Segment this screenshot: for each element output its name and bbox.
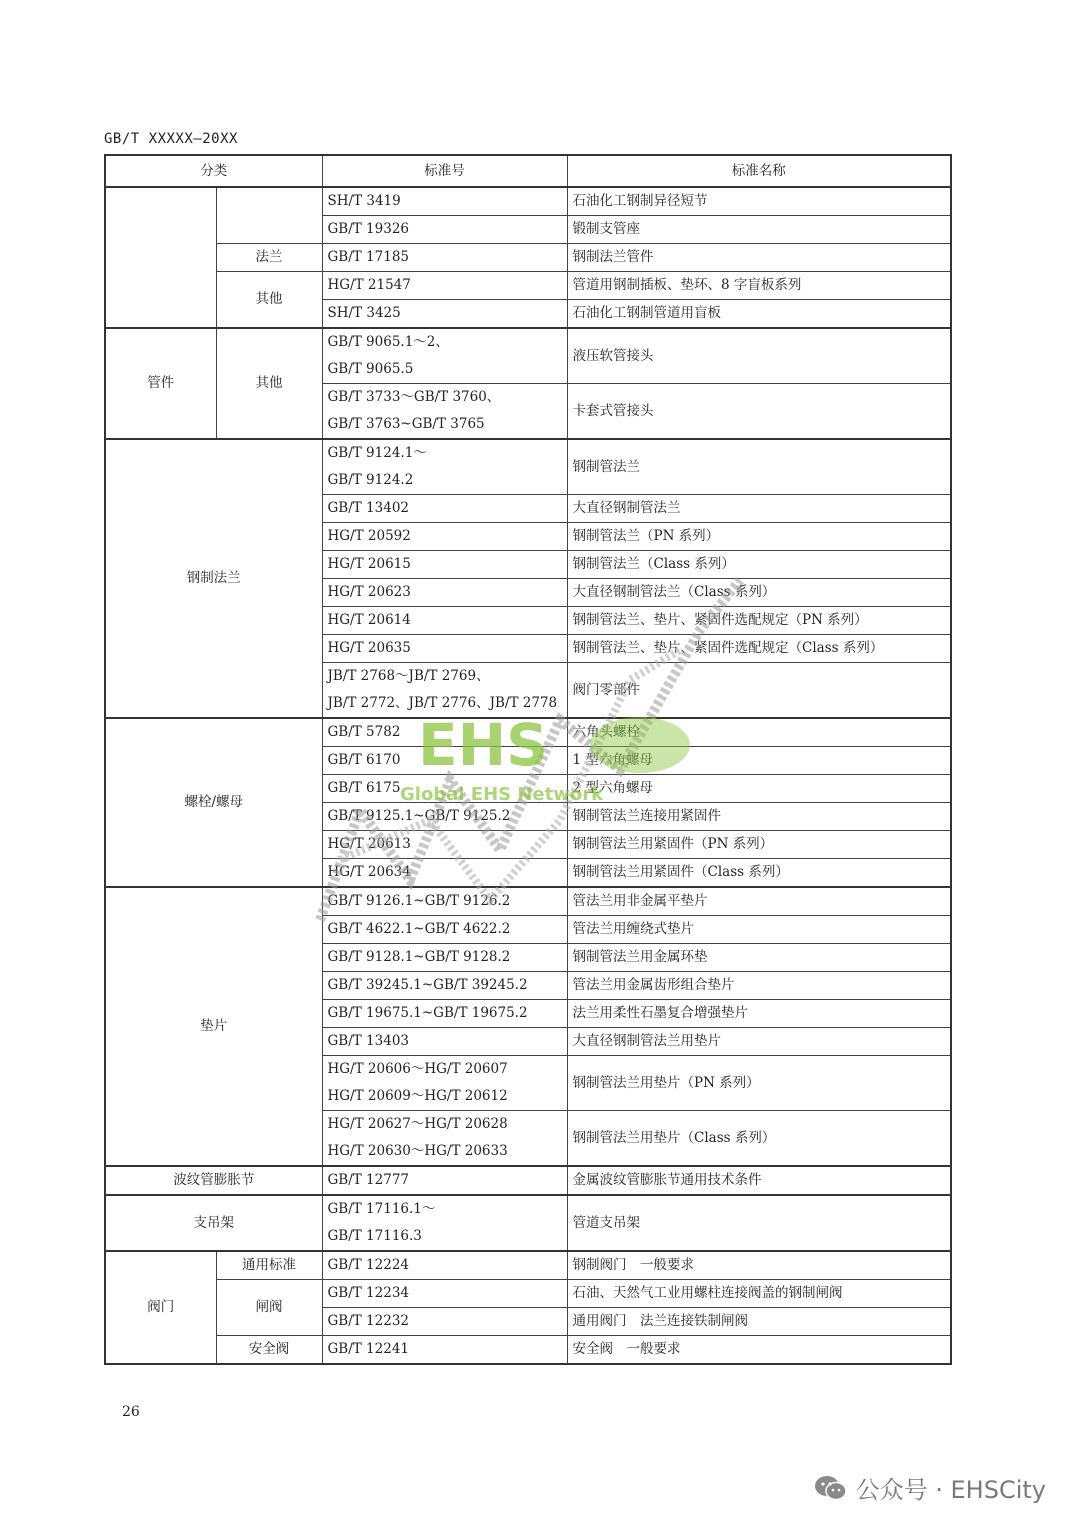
standard-code: GB/T 9126.1~GB/T 9126.2 [322, 887, 567, 916]
standard-name: 阀门零部件 [567, 663, 951, 719]
standard-name: 钢制管法兰用金属环垫 [567, 944, 951, 972]
standard-code: GB/T 39245.1~GB/T 39245.2 [322, 972, 567, 1000]
standard-code: GB/T 17185 [322, 244, 567, 272]
standard-name: 钢制管法兰（PN 系列） [567, 523, 951, 551]
standard-code [322, 1195, 567, 1251]
wechat-icon [814, 1474, 848, 1502]
standard-name: 大直径钢制管法兰用垫片 [567, 1028, 951, 1056]
standard-code: GB/T 6175 [322, 775, 567, 803]
subcategory-cell: 其他 [216, 328, 322, 439]
standard-name: 金属波纹管膨胀节通用技术条件 [567, 1166, 951, 1195]
standard-code-line: HG/T 20606～HG/T 20607 [327, 1061, 508, 1077]
col-category: 分类 [105, 155, 322, 187]
table-row [105, 187, 951, 216]
subcategory-cell: 通用标准 [216, 1251, 322, 1280]
table-row [105, 328, 951, 384]
category-cell: 支吊架 [105, 1195, 322, 1251]
standard-code [322, 384, 567, 440]
standard-name: 管道支吊架 [567, 1195, 951, 1251]
wechat-account-footer [814, 1470, 1046, 1505]
subcategory-cell-blank [216, 187, 322, 244]
standard-code-line: HG/T 20627～HG/T 20628 [327, 1116, 508, 1132]
subcategory-cell: 其他 [216, 272, 322, 329]
standard-name: 锻制支管座 [567, 216, 951, 244]
standard-code [322, 439, 567, 495]
subcategory-cell: 法兰 [216, 244, 322, 272]
table-row [105, 1166, 951, 1195]
standard-code: GB/T 19675.1~GB/T 19675.2 [322, 1000, 567, 1028]
table-row [105, 1195, 951, 1251]
standard-name: 钢制管法兰用紧固件（Class 系列） [567, 859, 951, 888]
standard-code-line: GB/T 9124.2 [327, 472, 414, 488]
standard-code-line: GB/T 9065.5 [327, 361, 414, 377]
category-cell: 阀门 [105, 1251, 216, 1364]
standard-code: HG/T 20634 [322, 859, 567, 888]
standard-name: 液压软管接头 [567, 328, 951, 384]
standard-code: GB/T 9125.1~GB/T 9125.2 [322, 803, 567, 831]
standard-code: HG/T 20613 [322, 831, 567, 859]
standard-name: 钢制法兰管件 [567, 244, 951, 272]
standard-code-line: GB/T 17116.3 [327, 1228, 422, 1244]
standard-name: 钢制管法兰（Class 系列） [567, 551, 951, 579]
standard-code: GB/T 12224 [322, 1251, 567, 1280]
document-header: GB/T XXXXX—20XX [104, 131, 238, 147]
standard-code: GB/T 5782 [322, 718, 567, 747]
page-number: 26 [122, 1404, 140, 1420]
standard-name: 2 型六角螺母 [567, 775, 951, 803]
standard-code: HG/T 20592 [322, 523, 567, 551]
col-standard-name: 标准名称 [567, 155, 951, 187]
standard-code: GB/T 4622.1~GB/T 4622.2 [322, 916, 567, 944]
standard-name: 钢制管法兰、垫片、紧固件选配规定（Class 系列） [567, 635, 951, 663]
standard-code: GB/T 12241 [322, 1336, 567, 1365]
table-row [105, 1336, 951, 1365]
standard-code: HG/T 20615 [322, 551, 567, 579]
standard-name: 钢制管法兰、垫片、紧固件选配规定（PN 系列） [567, 607, 951, 635]
standard-code: GB/T 12777 [322, 1166, 567, 1195]
standard-name: 1 型六角螺母 [567, 747, 951, 775]
standard-name: 石油化工钢制管道用盲板 [567, 300, 951, 329]
table-header-row [105, 155, 951, 187]
table-row [105, 244, 951, 272]
standard-name: 钢制管法兰 [567, 439, 951, 495]
subcategory-cell: 安全阀 [216, 1336, 322, 1365]
standard-code [322, 1056, 567, 1111]
standard-code-line: JB/T 2772、JB/T 2776、JB/T 2778 [327, 695, 558, 711]
standard-name: 石油化工钢制异径短节 [567, 187, 951, 216]
standard-name: 石油、天然气工业用螺柱连接阀盖的钢制闸阀 [567, 1280, 951, 1308]
col-standard-no: 标准号 [322, 155, 567, 187]
standard-code-line: HG/T 20630～HG/T 20633 [327, 1143, 508, 1159]
standard-code-line: HG/T 20609～HG/T 20612 [327, 1088, 508, 1104]
standard-name: 大直径钢制管法兰（Class 系列） [567, 579, 951, 607]
standard-code-line: GB/T 3763~GB/T 3765 [327, 416, 485, 432]
standard-name: 法兰用柔性石墨复合增强垫片 [567, 1000, 951, 1028]
standard-code: HG/T 20623 [322, 579, 567, 607]
watermark-subtitle: Global EHS Network [400, 784, 604, 805]
standard-code: GB/T 9128.1~GB/T 9128.2 [322, 944, 567, 972]
standard-code: GB/T 13402 [322, 495, 567, 523]
standard-name: 安全阀 一般要求 [567, 1336, 951, 1365]
standard-name: 大直径钢制管法兰 [567, 495, 951, 523]
standard-name: 钢制阀门 一般要求 [567, 1251, 951, 1280]
standard-name: 钢制管法兰连接用紧固件 [567, 803, 951, 831]
standard-code [322, 328, 567, 384]
standard-name: 卡套式管接头 [567, 384, 951, 440]
table-row [105, 887, 951, 916]
standards-table [104, 154, 952, 1365]
standard-code: GB/T 12234 [322, 1280, 567, 1308]
category-cell: 垫片 [105, 887, 322, 1166]
wechat-account-label: 公众号 · EHSCity [855, 1476, 1046, 1504]
standard-name: 六角头螺栓 [567, 718, 951, 747]
category-cell: 螺栓/螺母 [105, 718, 322, 887]
standard-name: 管法兰用非金属平垫片 [567, 887, 951, 916]
table-row [105, 718, 951, 747]
standard-code: GB/T 6170 [322, 747, 567, 775]
table-row [105, 1251, 951, 1280]
standard-name: 钢制管法兰用紧固件（PN 系列） [567, 831, 951, 859]
standard-code-line: GB/T 9065.1～2、 [327, 334, 449, 350]
standard-code: GB/T 19326 [322, 216, 567, 244]
category-cell: 钢制法兰 [105, 439, 322, 718]
standard-code-line: JB/T 2768～JB/T 2769、 [327, 668, 490, 684]
standard-code [322, 663, 567, 719]
table-row [105, 272, 951, 300]
category-cell: 波纹管膨胀节 [105, 1166, 322, 1195]
standard-code-line: GB/T 9124.1～ [327, 445, 427, 461]
category-cell: 管件 [105, 328, 216, 439]
standard-name: 管道用钢制插板、垫环、8 字盲板系列 [567, 272, 951, 300]
standard-name: 管法兰用缠绕式垫片 [567, 916, 951, 944]
standard-code: GB/T 13403 [322, 1028, 567, 1056]
standard-code: HG/T 20614 [322, 607, 567, 635]
standard-code [322, 1111, 567, 1167]
standard-code: HG/T 20635 [322, 635, 567, 663]
standard-code: SH/T 3419 [322, 187, 567, 216]
standard-code-line: GB/T 17116.1～ [327, 1201, 436, 1217]
standard-name: 钢制管法兰用垫片（Class 系列） [567, 1111, 951, 1167]
standard-name: 钢制管法兰用垫片（PN 系列） [567, 1056, 951, 1111]
standard-code: HG/T 21547 [322, 272, 567, 300]
table-row [105, 1280, 951, 1308]
standard-code-line: GB/T 3733～GB/T 3760、 [327, 389, 501, 405]
category-cell-blank [105, 187, 216, 328]
standard-name: 通用阀门 法兰连接铁制闸阀 [567, 1308, 951, 1336]
standard-code: GB/T 12232 [322, 1308, 567, 1336]
table-row [105, 439, 951, 495]
standard-code: SH/T 3425 [322, 300, 567, 329]
standard-name: 管法兰用金属齿形组合垫片 [567, 972, 951, 1000]
subcategory-cell: 闸阀 [216, 1280, 322, 1336]
watermark-brand: EHS [418, 711, 548, 779]
